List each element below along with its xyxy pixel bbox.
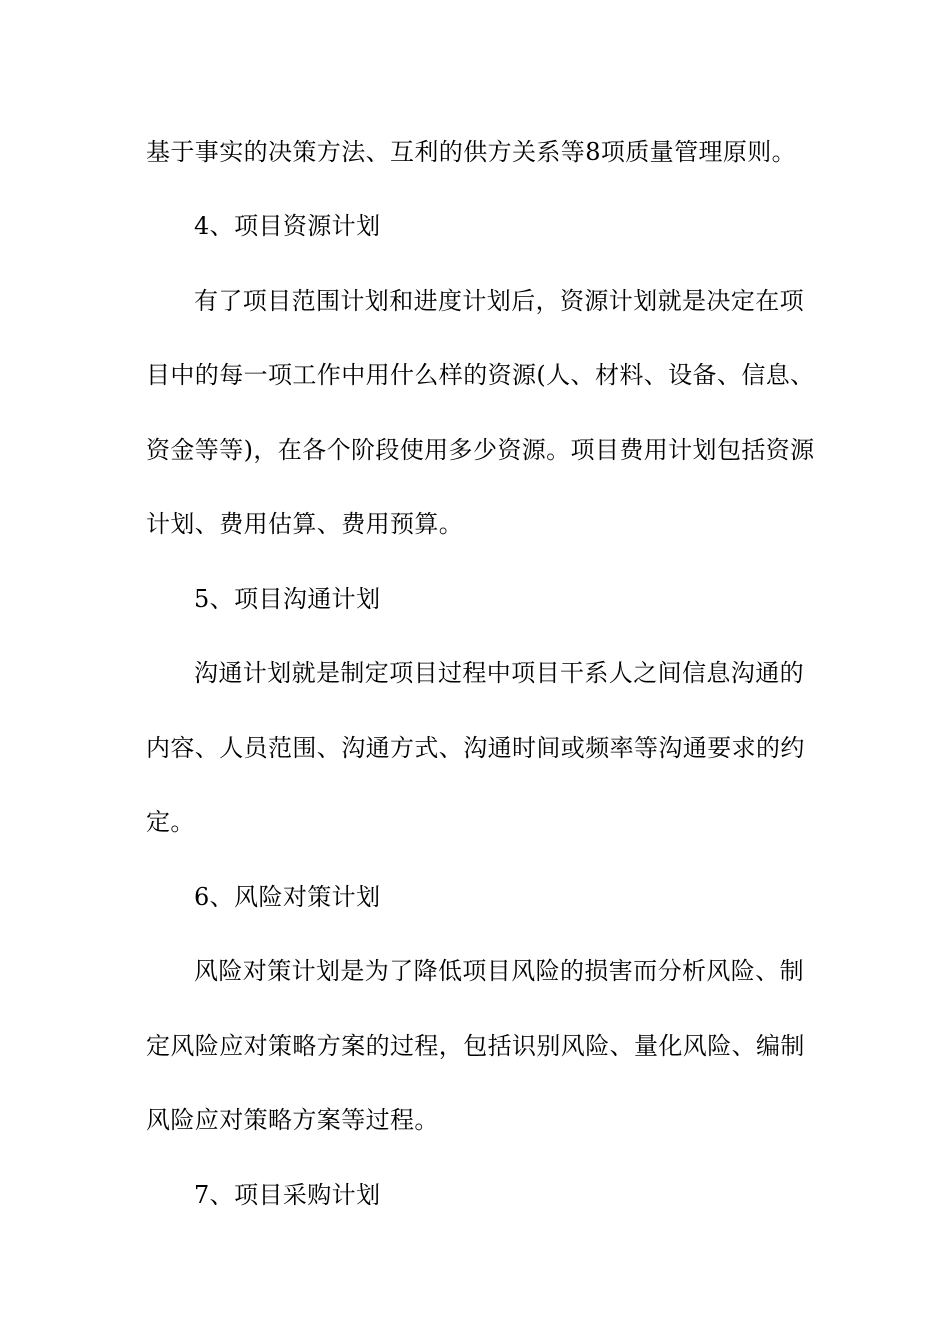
body-text-line: 风险应对策略方案等过程。 [146,1106,439,1134]
section-heading-procurement-plan: 7、项目采购计划 [194,1181,381,1209]
body-text-line: 风险对策计划是为了降低项目风险的损害而分析风险、制 [194,957,804,985]
body-text-line: 内容、人员范围、沟通方式、沟通时间或频率等沟通要求的约 [146,734,805,762]
section-heading-resource-plan: 4、项目资源计划 [194,212,381,240]
section-heading-risk-plan: 6、风险对策计划 [194,883,381,911]
body-text-line: 基于事实的决策方法、互利的供方关系等8项质量管理原则。 [146,138,797,166]
body-text-line: 计划、费用估算、费用预算。 [146,510,464,538]
body-text-line: 定风险应对策略方案的过程，包括识别风险、量化风险、编制 [146,1032,805,1060]
body-text-line: 目中的每一项工作中用什么样的资源(人、材料、设备、信息、 [146,361,815,389]
body-text-line: 有了项目范围计划和进度计划后，资源计划就是决定在项 [194,287,804,315]
body-text-line: 定。 [146,808,195,836]
body-text-line: 沟通计划就是制定项目过程中项目干系人之间信息沟通的 [194,659,804,687]
body-text-line: 资金等等)，在各个阶段使用多少资源。项目费用计划包括资源 [146,436,815,464]
section-heading-communication-plan: 5、项目沟通计划 [194,585,381,613]
